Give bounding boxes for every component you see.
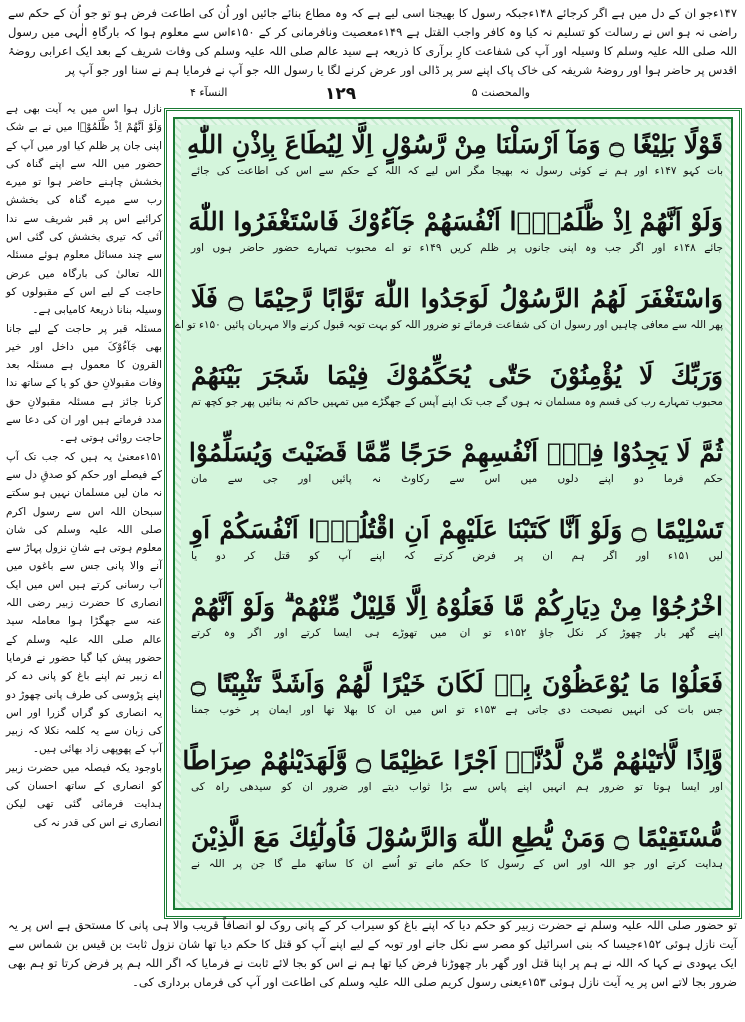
arabic-line: مُّسْتَقِيْمًا ۝ وَمَنْ يُّطِعِ اللّٰهَ وَالرَّسُوْلَ فَاُولٰٓئِكَ مَعَ الَّذِيْنَ (191, 823, 723, 852)
translation-line: اپنے گھر بار چھوڑ کر نکل جاؤ ۱۵۲ء تو ان میں تھوڑے ہی ایسا کرتے اور اگر وہ کرتے (191, 627, 723, 639)
side-commentary-paragraph: مسئلہ قبر پر حاجت کے لیے جانا بھی جَآءُوْکَ میں داخل اور خیر القرون کا معمول ہے مسئلہ بعد وفات مقبولانِ حق کو یا کے ساتھ ندا کرنا جائز ہے مسئلہ مقبولانِ حق مدد فرماتے ہیں اور ان کی دعا سے حاجت روائی ہوتی ہے۔ (6, 322, 162, 445)
side-commentary (6, 100, 162, 910)
translation-line: لیں ۱۵۱ء اور اگر ہم ان پر فرض کرتے کہ اپنے آپ کو قتل کر دو یا (191, 550, 724, 562)
top-footnote (8, 4, 737, 84)
quran-text-frame (164, 108, 742, 919)
translation-line: بات کہو ۱۴۷ء اور ہم نے کوئی رسول نہ بھیجا مگر اس لیے کہ اللہ کے حکم سے اس کی اطاعت کی جائے (191, 165, 723, 177)
verse-line (191, 820, 723, 872)
verse-line (188, 204, 724, 256)
verse-line (191, 512, 723, 564)
para-name: والمحصنت ۵ (471, 86, 530, 99)
arabic-line: تَسْلِيْمًا ۝ وَلَوْ اَنَّا كَتَبْنَا عَلَيْهِمْ اَنِ اقْتُلُوْۤا اَنْفُسَكُمْ اَوِ (191, 515, 723, 544)
translation-line: جس بات کی انہیں نصیحت دی جاتی ہے ۱۵۳ء تو اس میں ان کا بھلا تھا اور ایمان پر خوب جمنا (191, 704, 723, 716)
verse-line (191, 358, 723, 410)
verse-line (182, 743, 723, 795)
side-commentary-paragraph: ۱۵۱ءمعنیٰ یہ ہیں کہ جب تک آپ کے فیصلے اور حکم کو صدقِ دل سے نہ مان لیں مسلمان نہیں ہو سکتے سبحان اللہ اس سے رسول اکرم صلی اللہ علیہ وسلم کی شان معلوم ہوتی ہے شانِ نزول پہاڑ سے آنے والا پانی جس سے باغوں میں آب رسانی کرتے ہیں اس میں ایک انصاری کا حضرت زبیر رضی اللہ عنہ سے جھگڑا ہوا معاملہ سید عالم صلی اللہ علیہ وسلم کے حضور پیش کیا گیا حضور نے فرمایا اے زبیر تم اپنے باغ کو پانی دے کر اپنے پڑوسی کی طرف پانی چھوڑ دو یہ انصاری کو گراں گزرا اور اس کی زبان سے یہ کلمہ نکلا کہ زبیر آپ کے پھوپھی زاد بھائی ہیں۔ (6, 450, 162, 756)
bottom-footnote (8, 916, 737, 1020)
arabic-line: فَعَلُوْا مَا يُوْعَظُوْنَ بِهٖ لَكَانَ خَيْرًا لَّهُمْ وَاَشَدَّ تَثْبِيْتًا ۝ (191, 669, 723, 698)
page-header (190, 84, 530, 106)
side-commentary-paragraph: نازل ہوا اس میں یہ آیت بھی ہے وَلَوْ اَنَّھُمْ اِذْ ظَّلَمُوْۤا میں نے بے شک اپنی جان پر ظلم کیا اور میں آپ کے حضور میں اللہ سے اپنے گناہ کی بخشش چاہنے حاضر ہوا تو میرے رب سے میرے گناہ کی بخشش کرائیے اس پر قبر شریف سے ندا آئی کہ تیری بخشش کی گئی اس سے چند مسائل معلوم ہوئے مسئلہ اللہ تعالیٰ کی بارگاہ میں عرض حاجت کے لیے اس کے مقبولوں کو وسیلہ بنانا ذریعۂ کامیابی ہے۔ (6, 103, 162, 317)
verse-line (191, 589, 723, 641)
translation-line: ہدایت کرتے اور جو اللہ اور اس کے رسول کا حکم مانے تو اُسے ان کا ساتھ ملے گا جن پر اللہ نے (191, 858, 723, 870)
verse-line (191, 666, 723, 718)
arabic-line: قَوْلًا بَلِيْغًا ۝ وَمَآ اَرْسَلْنَا مِنْ رَّسُوْلٍ اِلَّا لِيُطَاعَ بِاِذْنِ اللّٰهِ (186, 130, 723, 159)
arabic-line: وَلَوْ اَنَّهُمْ اِذْ ظَّلَمُوْۤا اَنْفُسَهُمْ جَآءُوْكَ فَاسْتَغْفَرُوا اللّٰهَ (188, 207, 723, 236)
verse-line (174, 281, 723, 333)
translation-line: اور ایسا ہوتا تو ضرور ہم انہیں اپنے پاس سے بڑا ثواب دیتے اور ضرور ان کو سیدھی راہ کی (191, 781, 723, 793)
translation-line: حکم فرما دو اپنے دلوں میں اس سے رکاوٹ نہ پائیں اور جی سے مان (191, 473, 723, 485)
arabic-line: وَرَبِّكَ لَا يُؤْمِنُوْنَ حَتّٰى يُحَكِّمُوْكَ فِيْمَا شَجَرَ بَيْنَهُمْ (191, 361, 723, 390)
arabic-line: وَاسْتَغْفَرَ لَهُمُ الرَّسُوْلُ لَوَجَدُوا اللّٰهَ تَوَّابًا رَّحِيْمًا ۝ فَلَا (191, 284, 723, 313)
arabic-line: وَّاِذًا لَّاٰتَيْنٰهُمْ مِّنْ لَّدُنَّاۤ اَجْرًا عَظِيْمًا ۝ وَّلَهَدَيْنٰهُمْ صِرَاطًا (182, 746, 723, 775)
page-number: ۱۲۹ (325, 84, 357, 104)
verse-line (188, 435, 723, 487)
arabic-line: ثُمَّ لَا يَجِدُوْا فِيْۤ اَنْفُسِهِمْ حَرَجًا مِّمَّا قَضَيْتَ وَيُسَلِّمُوْا (188, 438, 723, 467)
translation-line: جائے ۱۴۸ء اور اگر جب وہ اپنی جانوں پر ظلم کریں ۱۴۹ء تو اے محبوب تمہارے حضور حاضر ہوں اور (191, 242, 724, 254)
top-footnote-text: ۱۴۷ءجو ان کے دل میں ہے اگر کرجائے ۱۴۸ءجبکہ رسول کا بھیجنا اسی لیے ہے کہ وہ مطاع بنائے جائیں اور اُن کی اطاعت فرض ہو تو جو اُن کے حکم سے راضی نہ ہو اس نے رسالت کو تسلیم نہ کیا وہ کافر واجب القتل ہے ۱۴۹ءمعصیت ونافرمانی کر کے ۱۵۰ءاس سے معلوم ہوا کہ بارگاہِ الٰہی میں رسول اللہ صلی اللہ علیہ وسلم کا وسیلہ اور آپ کی شفاعت کارِ برآری کا ذریعہ ہے سید عالم صلی اللہ علیہ وسلم کی وفات شریف کے بعد ایک اعرابی روضۂ اقدس پر حاضر ہوا اور روضۂ شریفہ کی خاک پاک اپنے سر پر ڈالی اور عرض کرنے لگا یا رسول اللہ جو آپ نے فرمایا ہم نے سنا اور جو آپ پر (8, 6, 737, 77)
surah-name: النسآء ۴ (190, 86, 228, 99)
arabic-line: اخْرُجُوْا مِنْ دِيَارِكُمْ مَّا فَعَلُوْهُ اِلَّا قَلِيْلٌ مِّنْهُمْ ۗ وَلَوْ اَنَّهُمْ (191, 592, 723, 621)
verse-line (186, 127, 723, 179)
translation-line: محبوب تمہارے رب کی قسم وہ مسلمان نہ ہوں گے جب تک اپنے آپس کے جھگڑے میں تمہیں حاکم نہ بنائیں پھر جو کچھ تم (191, 396, 723, 408)
side-commentary-paragraph: باوجود یکہ فیصلہ میں حضرت زبیر کو انصاری کے ساتھ احسان کی ہدایت فرمائی گئی تھی لیکن انصاری نے اس کی قدر نہ کی (6, 761, 162, 829)
quran-text-panel (174, 125, 725, 902)
translation-line: پھر اللہ سے معافی چاہیں اور رسول ان کی شفاعت فرمائے تو ضرور اللہ کو بہت توبہ قبول کرنے والا مہربان پائیں ۱۵۰ء تو اے (174, 319, 723, 331)
bottom-footnote-text: تو حضور صلی اللہ علیہ وسلم نے حضرت زبیر کو حکم دیا کہ اپنے باغ کو سیراب کر کے پانی روک لو انصافاً قریب والا ہی پانی کا مستحق ہے اس پر یہ آیت نازل ہوئی ۱۵۲ءجیسا کہ بنی اسرائیل کو مصر سے نکل جانے اور توبہ کے لیے اپنے آپ کو قتل کا حکم دیا تھا شان نزول ثابت بن قیس بن شماس سے ایک یہودی نے کہا کہ اللہ نے ہم پر اپنا قتل اور گھر بار چھوڑنا فرض کیا تھا ہم نے اس کو بجا لائے ثابت نے فرمایا کہ اگر اللہ ہم پر فرض کرتا تو ہم بھی ضرور بجا لاتے اس پر یہ آیت نازل ہوئی ۱۵۳ءیعنی رسول کریم صلی اللہ علیہ وسلم کی اطاعت اور آپ کی فرماں برداری کی۔ (8, 918, 737, 989)
